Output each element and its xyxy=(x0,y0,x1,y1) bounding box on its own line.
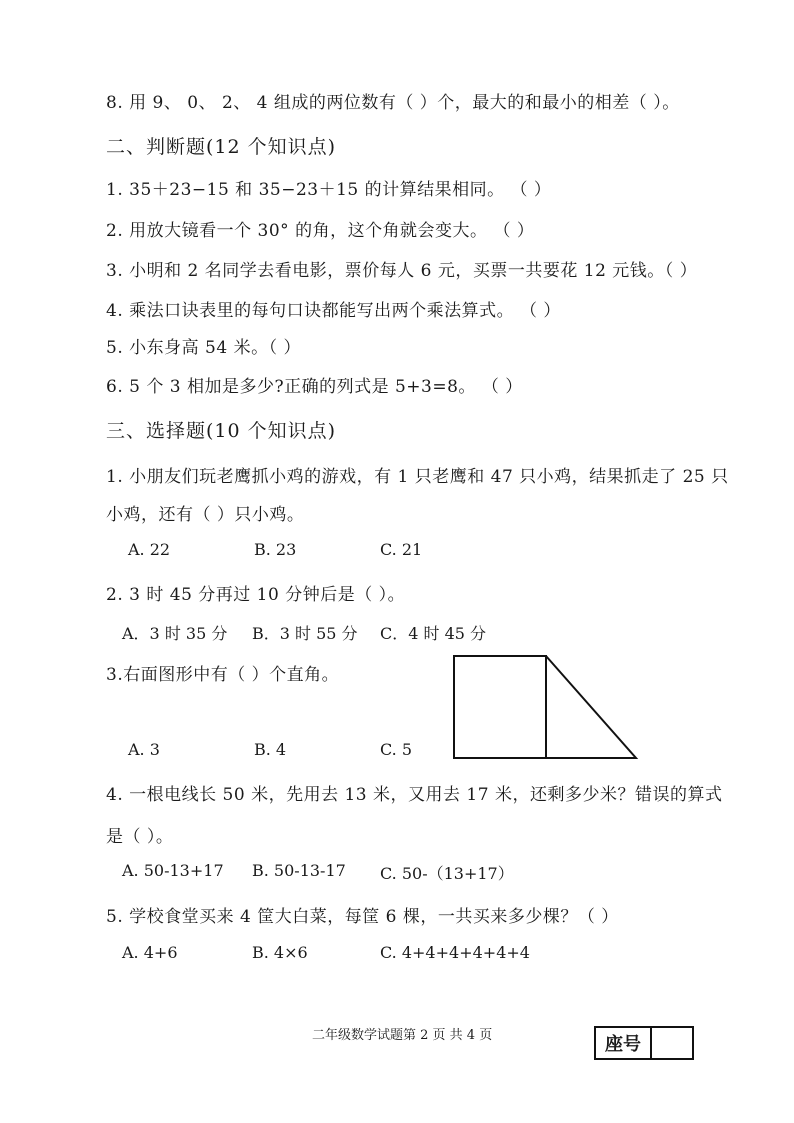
page-footer: 二年级数学试题第 2 页 共 4 页 xyxy=(312,1028,493,1043)
choice-question-4-line2: 是（ ）。 xyxy=(106,827,174,847)
judge-question-5: 5. 小东身高 54 米。（ ） xyxy=(106,338,301,358)
option-b: B. 4×6 xyxy=(252,943,308,962)
option-c: C．4 时 45 分 xyxy=(380,624,487,643)
choice-question-5: 5. 学校食堂买来 4 筐大白菜，每筐 6 棵，一共买来多少棵？（ ） xyxy=(106,907,619,927)
section-judgement-title: 二、判断题(12 个知识点) xyxy=(106,136,337,158)
judge-question-1: 1. 35＋23−15 和 35−23＋15 的计算结果相同。 （ ） xyxy=(106,180,552,200)
option-c: C. 5 xyxy=(380,740,413,759)
judge-question-3: 3. 小明和 2 名同学去看电影，票价每人 6 元，买票一共要花 12 元钱。（ ） xyxy=(106,261,698,281)
judge-question-6: 6. 5 个 3 相加是多少?正确的列式是 5+3=8。 （ ） xyxy=(106,377,523,397)
option-b: B. 50-13-17 xyxy=(252,861,346,880)
judge-question-4: 4. 乘法口诀表里的每句口诀都能写出两个乘法算式。 （ ） xyxy=(106,301,561,321)
judge-question-2: 2. 用放大镜看一个 30° 的角，这个角就会变大。 （ ） xyxy=(106,221,535,241)
choice-question-3: 3.右面图形中有（ ）个直角。 xyxy=(106,665,340,685)
option-a: A. 3 xyxy=(128,740,160,759)
question-8: 8. 用 9、 0、 2、 4 组成的两位数有（ ）个，最大的和最小的相差（ ）。 xyxy=(106,93,680,113)
option-a: A. 50-13+17 xyxy=(122,861,224,880)
option-b: B. 23 xyxy=(254,540,297,559)
choice-question-1-line2: 小鸡，还有（ ）只小鸡。 xyxy=(106,505,305,525)
choice-question-1-line1: 1. 小朋友们玩老鹰抓小鸡的游戏，有 1 只老鹰和 47 只小鸡，结果抓走了 25 只 xyxy=(106,467,729,487)
option-c: C. 21 xyxy=(380,540,423,559)
figure-triangle xyxy=(546,656,636,758)
seat-number-box xyxy=(594,1026,694,1060)
option-b: B．3 时 55 分 xyxy=(252,624,358,643)
figure-square xyxy=(454,656,546,758)
option-a: A．3 时 35 分 xyxy=(122,624,228,643)
figure-rectangle-with-triangle xyxy=(450,652,640,764)
seat-number-field[interactable] xyxy=(652,1028,692,1058)
section-choice-title: 三、选择题(10 个知识点) xyxy=(106,420,337,442)
choice-question-2: 2. 3 时 45 分再过 10 分钟后是（ ）。 xyxy=(106,585,406,605)
option-a: A. 22 xyxy=(128,540,171,559)
option-c: C. 4+4+4+4+4+4 xyxy=(380,943,530,962)
option-c: C. 50-（13+17） xyxy=(380,864,514,883)
option-b: B. 4 xyxy=(254,740,287,759)
seat-number-label: 座号 xyxy=(596,1028,652,1058)
option-a: A. 4+6 xyxy=(122,943,178,962)
choice-question-4-line1: 4. 一根电线长 50 米，先用去 13 米，又用去 17 米，还剩多少米？错误的算式 xyxy=(106,785,723,805)
